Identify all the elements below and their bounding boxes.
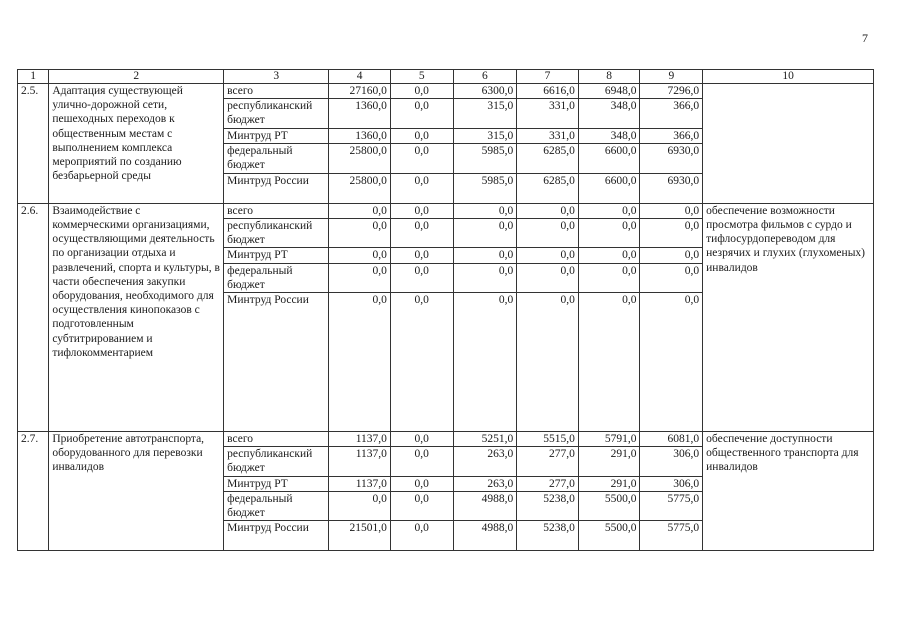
page-number: 7 xyxy=(862,31,868,45)
header-row xyxy=(18,70,874,84)
table-row xyxy=(18,203,874,218)
funding-value: 0,0 xyxy=(390,143,453,173)
table-row xyxy=(18,84,874,99)
funding-value: 0,0 xyxy=(390,248,453,263)
funding-value: 1360,0 xyxy=(329,128,391,143)
funding-value: 0,0 xyxy=(453,263,517,292)
funding-value: 5791,0 xyxy=(578,432,640,447)
funding-value: 5985,0 xyxy=(453,143,517,173)
column-header: 9 xyxy=(640,70,703,84)
funding-value: 0,0 xyxy=(329,219,391,248)
funding-value: 0,0 xyxy=(329,491,391,520)
column-header: 4 xyxy=(329,70,391,84)
table-row xyxy=(18,432,874,447)
funding-value: 6948,0 xyxy=(578,84,640,99)
funding-value: 331,0 xyxy=(517,128,579,143)
funding-value: 277,0 xyxy=(517,447,579,476)
funding-value: 1360,0 xyxy=(329,99,391,128)
funding-value: 4988,0 xyxy=(453,521,517,551)
column-header: 10 xyxy=(703,70,874,84)
funding-value: 1137,0 xyxy=(329,447,391,476)
funding-value: 0,0 xyxy=(640,263,703,292)
funding-value: 0,0 xyxy=(390,219,453,248)
funding-value: 6285,0 xyxy=(517,143,579,173)
funding-value: 0,0 xyxy=(453,219,517,248)
funding-value: 366,0 xyxy=(640,128,703,143)
funding-value: 306,0 xyxy=(640,447,703,476)
funding-value: 0,0 xyxy=(517,263,579,292)
funding-value: 315,0 xyxy=(453,128,517,143)
funding-source: Минтруд РТ xyxy=(224,476,329,491)
column-header: 3 xyxy=(224,70,329,84)
funding-value: 0,0 xyxy=(453,248,517,263)
expected-result xyxy=(703,84,874,204)
funding-value: 263,0 xyxy=(453,476,517,491)
funding-value: 263,0 xyxy=(453,447,517,476)
funding-source: федеральный бюджет xyxy=(224,491,329,520)
funding-value: 0,0 xyxy=(390,173,453,203)
funding-value: 0,0 xyxy=(390,432,453,447)
table-body xyxy=(18,70,874,551)
funding-value: 315,0 xyxy=(453,99,517,128)
funding-source: федеральный бюджет xyxy=(224,263,329,292)
funding-value: 0,0 xyxy=(390,293,453,432)
funding-value: 0,0 xyxy=(578,293,640,432)
funding-value: 5238,0 xyxy=(517,521,579,551)
funding-source: Минтруд России xyxy=(224,521,329,551)
funding-value: 348,0 xyxy=(578,99,640,128)
funding-source: республиканский бюджет xyxy=(224,99,329,128)
funding-value: 5238,0 xyxy=(517,491,579,520)
funding-value: 6930,0 xyxy=(640,143,703,173)
funding-source: республиканский бюджет xyxy=(224,447,329,476)
funding-value: 0,0 xyxy=(640,219,703,248)
funding-value: 0,0 xyxy=(390,203,453,218)
funding-value: 0,0 xyxy=(517,203,579,218)
funding-value: 0,0 xyxy=(453,203,517,218)
funding-value: 0,0 xyxy=(329,248,391,263)
funding-value: 0,0 xyxy=(390,447,453,476)
funding-value: 5515,0 xyxy=(517,432,579,447)
funding-value: 0,0 xyxy=(517,219,579,248)
funding-value: 0,0 xyxy=(640,248,703,263)
funding-value: 291,0 xyxy=(578,476,640,491)
funding-value: 348,0 xyxy=(578,128,640,143)
funding-source: всего xyxy=(224,84,329,99)
section-number: 2.7. xyxy=(18,432,49,551)
funding-value: 306,0 xyxy=(640,476,703,491)
funding-value: 5500,0 xyxy=(578,491,640,520)
funding-value: 0,0 xyxy=(390,491,453,520)
funding-value: 6600,0 xyxy=(578,173,640,203)
column-header: 8 xyxy=(578,70,640,84)
funding-value: 4988,0 xyxy=(453,491,517,520)
funding-value: 0,0 xyxy=(517,293,579,432)
funding-value: 0,0 xyxy=(578,248,640,263)
funding-value: 0,0 xyxy=(390,476,453,491)
funding-value: 25800,0 xyxy=(329,143,391,173)
funding-value: 0,0 xyxy=(640,203,703,218)
funding-source: республиканский бюджет xyxy=(224,219,329,248)
funding-value: 366,0 xyxy=(640,99,703,128)
funding-value: 5775,0 xyxy=(640,491,703,520)
funding-value: 277,0 xyxy=(517,476,579,491)
funding-value: 0,0 xyxy=(640,293,703,432)
funding-source: Минтруд РТ xyxy=(224,128,329,143)
funding-value: 5251,0 xyxy=(453,432,517,447)
funding-source: Минтруд России xyxy=(224,173,329,203)
column-header: 5 xyxy=(390,70,453,84)
task-description: Взаимодействие с коммерческими организациями, осуществляющими деятельность по организации отдыха и развлечений, спорта и культуры, в части обеспечения закупки оборудования, необходимого для осуществления кинопоказов с подготовленным субтитрированием и тифлокомментарием xyxy=(49,203,224,431)
funding-value: 331,0 xyxy=(517,99,579,128)
funding-value: 0,0 xyxy=(390,128,453,143)
funding-value: 0,0 xyxy=(453,293,517,432)
funding-value: 27160,0 xyxy=(329,84,391,99)
column-header: 1 xyxy=(18,70,49,84)
funding-value: 0,0 xyxy=(578,263,640,292)
funding-source: федеральный бюджет xyxy=(224,143,329,173)
expected-result: обеспечение доступности общественного транспорта для инвалидов xyxy=(703,432,874,551)
funding-source: всего xyxy=(224,432,329,447)
funding-value: 0,0 xyxy=(517,248,579,263)
funding-source: Минтруд РТ xyxy=(224,248,329,263)
funding-value: 7296,0 xyxy=(640,84,703,99)
section-number: 2.6. xyxy=(18,203,49,431)
funding-value: 0,0 xyxy=(578,203,640,218)
funding-value: 5985,0 xyxy=(453,173,517,203)
task-description: Адаптация существующей улично-дорожной сети, пешеходных переходов к общественным местам с выполнением комплекса мероприятий по созданию безбарьерной среды xyxy=(49,84,224,204)
funding-value: 1137,0 xyxy=(329,432,391,447)
funding-value: 6616,0 xyxy=(517,84,579,99)
funding-value: 6300,0 xyxy=(453,84,517,99)
funding-value: 0,0 xyxy=(390,99,453,128)
funding-value: 0,0 xyxy=(390,263,453,292)
funding-value: 6081,0 xyxy=(640,432,703,447)
funding-value: 5775,0 xyxy=(640,521,703,551)
funding-value: 0,0 xyxy=(578,219,640,248)
funding-value: 0,0 xyxy=(329,263,391,292)
funding-value: 0,0 xyxy=(390,521,453,551)
program-table xyxy=(17,69,874,551)
funding-value: 1137,0 xyxy=(329,476,391,491)
funding-value: 5500,0 xyxy=(578,521,640,551)
section-number: 2.5. xyxy=(18,84,49,204)
funding-value: 25800,0 xyxy=(329,173,391,203)
funding-value: 291,0 xyxy=(578,447,640,476)
column-header: 7 xyxy=(517,70,579,84)
funding-value: 6285,0 xyxy=(517,173,579,203)
funding-value: 0,0 xyxy=(329,203,391,218)
column-header: 6 xyxy=(453,70,517,84)
task-description: Приобретение автотранспорта, оборудованного для перевозки инвалидов xyxy=(49,432,224,551)
funding-value: 6600,0 xyxy=(578,143,640,173)
funding-value: 6930,0 xyxy=(640,173,703,203)
funding-value: 0,0 xyxy=(329,293,391,432)
funding-value: 21501,0 xyxy=(329,521,391,551)
funding-source: Минтруд России xyxy=(224,293,329,432)
funding-value: 0,0 xyxy=(390,84,453,99)
column-header: 2 xyxy=(49,70,224,84)
funding-source: всего xyxy=(224,203,329,218)
expected-result: обеспечение возможности просмотра фильмов с сурдо и тифлосурдопереводом для незрячих и глухих (глухоменых) инвалидов xyxy=(703,203,874,431)
